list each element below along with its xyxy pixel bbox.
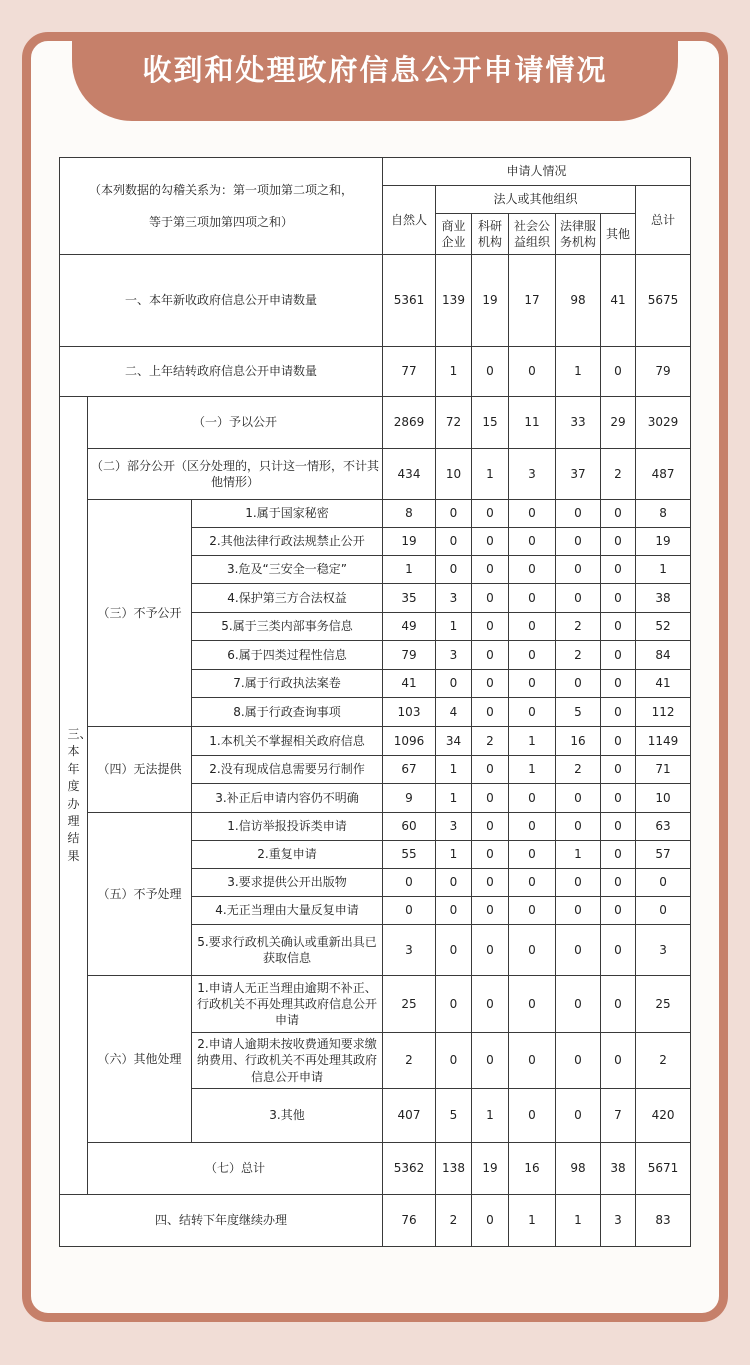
value-cell: 0 [556, 869, 601, 897]
group-label: （三）不予公开 [88, 500, 192, 727]
sub-item-label: 1.申请人无正当理由逾期不补正、行政机关不再处理其政府信息公开申请 [192, 976, 383, 1033]
table-row [60, 727, 691, 756]
header-legal-col: 法律服务机构 [556, 214, 601, 255]
row-label: （七）总计 [88, 1143, 383, 1195]
value-cell: 5362 [383, 1143, 436, 1195]
value-cell: 0 [472, 613, 509, 641]
header-legal-group: 法人或其他组织 [436, 186, 636, 214]
value-cell: 37 [556, 449, 601, 500]
header-legal-col: 社会公益组织 [509, 214, 556, 255]
value-cell: 0 [472, 976, 509, 1033]
value-cell: 0 [601, 976, 636, 1033]
value-cell: 0 [436, 670, 472, 698]
value-cell: 79 [383, 641, 436, 670]
page-title: 收到和处理政府信息公开申请情况 [142, 53, 608, 87]
value-cell: 19 [472, 255, 509, 347]
sub-item-label: 5.要求行政机关确认或重新出具已获取信息 [192, 925, 383, 976]
value-cell: 5 [556, 698, 601, 727]
value-cell: 3 [383, 925, 436, 976]
value-cell-total: 0 [636, 869, 691, 897]
value-cell: 1 [436, 613, 472, 641]
value-cell: 41 [383, 670, 436, 698]
value-cell-total: 71 [636, 756, 691, 784]
value-cell-total: 5671 [636, 1143, 691, 1195]
value-cell-total: 19 [636, 528, 691, 556]
value-cell: 0 [601, 897, 636, 925]
value-cell: 25 [383, 976, 436, 1033]
value-cell: 0 [436, 925, 472, 976]
value-cell: 55 [383, 841, 436, 869]
value-cell: 0 [383, 869, 436, 897]
value-cell: 0 [601, 869, 636, 897]
value-cell: 0 [509, 670, 556, 698]
value-cell-total: 25 [636, 976, 691, 1033]
row-label: 二、上年结转政府信息公开申请数量 [60, 347, 383, 397]
value-cell-total: 79 [636, 347, 691, 397]
value-cell: 11 [509, 397, 556, 449]
value-cell: 17 [509, 255, 556, 347]
value-cell: 67 [383, 756, 436, 784]
header-applicant: 申请人情况 [383, 158, 691, 186]
value-cell: 1 [436, 784, 472, 813]
value-cell-total: 10 [636, 784, 691, 813]
value-cell: 0 [556, 500, 601, 528]
value-cell: 0 [472, 698, 509, 727]
value-cell: 2869 [383, 397, 436, 449]
sub-item-label: 8.属于行政查询事项 [192, 698, 383, 727]
group-label: （五）不予处理 [88, 813, 192, 976]
value-cell: 0 [601, 813, 636, 841]
value-cell-total: 5675 [636, 255, 691, 347]
value-cell: 2 [601, 449, 636, 500]
value-cell-total: 1149 [636, 727, 691, 756]
value-cell: 1 [436, 756, 472, 784]
value-cell: 1 [472, 1089, 509, 1143]
value-cell-total: 420 [636, 1089, 691, 1143]
value-cell: 1 [436, 841, 472, 869]
table-row [60, 1143, 691, 1195]
value-cell: 0 [472, 584, 509, 613]
value-cell: 0 [601, 500, 636, 528]
value-cell: 0 [601, 841, 636, 869]
value-cell: 2 [472, 727, 509, 756]
value-cell: 0 [509, 1089, 556, 1143]
value-cell-total: 8 [636, 500, 691, 528]
table-row [60, 1195, 691, 1247]
value-cell: 0 [436, 556, 472, 584]
table-row [60, 397, 691, 449]
value-cell: 1 [383, 556, 436, 584]
value-cell: 0 [509, 784, 556, 813]
value-cell: 0 [509, 500, 556, 528]
header-total: 总计 [636, 186, 691, 255]
value-cell: 0 [601, 925, 636, 976]
header-legal-col: 其他 [601, 214, 636, 255]
value-cell: 0 [601, 727, 636, 756]
value-cell: 8 [383, 500, 436, 528]
sub-item-label: 3.补正后申请内容仍不明确 [192, 784, 383, 813]
value-cell: 0 [472, 784, 509, 813]
value-cell: 16 [509, 1143, 556, 1195]
value-cell: 38 [601, 1143, 636, 1195]
table-row [60, 347, 691, 397]
value-cell: 3 [509, 449, 556, 500]
value-cell: 0 [472, 528, 509, 556]
value-cell: 15 [472, 397, 509, 449]
value-cell: 0 [601, 556, 636, 584]
value-cell: 5361 [383, 255, 436, 347]
value-cell: 0 [472, 347, 509, 397]
value-cell: 3 [601, 1195, 636, 1247]
value-cell: 0 [556, 670, 601, 698]
row-label: （一）予以公开 [88, 397, 383, 449]
value-cell: 5 [436, 1089, 472, 1143]
value-cell: 1 [436, 347, 472, 397]
value-cell: 34 [436, 727, 472, 756]
value-cell-total: 52 [636, 613, 691, 641]
value-cell: 0 [556, 1033, 601, 1089]
value-cell: 7 [601, 1089, 636, 1143]
table-row [60, 255, 691, 347]
value-cell: 0 [509, 1033, 556, 1089]
sub-item-label: 2.没有现成信息需要另行制作 [192, 756, 383, 784]
table-row [60, 976, 691, 1033]
header-note: （本列数据的勾稽关系为：第一项加第二项之和， 等于第三项加第四项之和） [60, 158, 383, 255]
value-cell: 0 [436, 528, 472, 556]
value-cell: 103 [383, 698, 436, 727]
value-cell: 0 [556, 813, 601, 841]
value-cell-total: 487 [636, 449, 691, 500]
report-table [59, 157, 691, 1247]
value-cell: 0 [436, 976, 472, 1033]
value-cell-total: 38 [636, 584, 691, 613]
value-cell-total: 3 [636, 925, 691, 976]
value-cell: 0 [556, 556, 601, 584]
sub-item-label: 3.要求提供公开出版物 [192, 869, 383, 897]
value-cell: 1 [509, 727, 556, 756]
value-cell: 0 [472, 841, 509, 869]
value-cell: 0 [472, 869, 509, 897]
value-cell-total: 112 [636, 698, 691, 727]
value-cell: 0 [472, 925, 509, 976]
value-cell: 0 [472, 556, 509, 584]
value-cell: 0 [509, 528, 556, 556]
value-cell: 60 [383, 813, 436, 841]
sub-item-label: 7.属于行政执法案卷 [192, 670, 383, 698]
value-cell-total: 83 [636, 1195, 691, 1247]
value-cell: 0 [556, 897, 601, 925]
value-cell: 2 [556, 641, 601, 670]
value-cell: 0 [509, 869, 556, 897]
value-cell: 0 [472, 897, 509, 925]
value-cell: 77 [383, 347, 436, 397]
value-cell: 0 [601, 613, 636, 641]
sub-item-label: 2.其他法律行政法规禁止公开 [192, 528, 383, 556]
value-cell: 138 [436, 1143, 472, 1195]
sub-item-label: 1.属于国家秘密 [192, 500, 383, 528]
value-cell: 0 [556, 784, 601, 813]
value-cell: 1 [556, 347, 601, 397]
value-cell: 2 [556, 613, 601, 641]
value-cell: 19 [472, 1143, 509, 1195]
value-cell: 0 [601, 698, 636, 727]
sub-item-label: 1.信访举报投诉类申请 [192, 813, 383, 841]
value-cell: 1096 [383, 727, 436, 756]
header-legal-col: 商业企业 [436, 214, 472, 255]
value-cell: 139 [436, 255, 472, 347]
value-cell: 0 [509, 347, 556, 397]
value-cell: 3 [436, 584, 472, 613]
value-cell-total: 1 [636, 556, 691, 584]
value-cell: 0 [472, 641, 509, 670]
header-natural-person: 自然人 [383, 186, 436, 255]
value-cell: 1 [472, 449, 509, 500]
value-cell: 0 [436, 500, 472, 528]
value-cell: 0 [601, 756, 636, 784]
sub-item-label: 3.危及“三安全一稳定” [192, 556, 383, 584]
value-cell: 2 [436, 1195, 472, 1247]
value-cell: 0 [601, 784, 636, 813]
value-cell: 0 [509, 813, 556, 841]
value-cell: 0 [556, 925, 601, 976]
value-cell: 0 [601, 641, 636, 670]
value-cell: 2 [383, 1033, 436, 1089]
value-cell: 0 [509, 925, 556, 976]
value-cell-total: 2 [636, 1033, 691, 1089]
value-cell: 72 [436, 397, 472, 449]
value-cell: 0 [601, 1033, 636, 1089]
row-label: 一、本年新收政府信息公开申请数量 [60, 255, 383, 347]
value-cell: 0 [509, 641, 556, 670]
value-cell: 49 [383, 613, 436, 641]
value-cell: 1 [556, 1195, 601, 1247]
value-cell: 1 [509, 1195, 556, 1247]
value-cell: 0 [509, 841, 556, 869]
sub-item-label: 6.属于四类过程性信息 [192, 641, 383, 670]
value-cell: 0 [472, 670, 509, 698]
value-cell: 0 [601, 670, 636, 698]
value-cell: 3 [436, 641, 472, 670]
value-cell: 0 [509, 698, 556, 727]
table-row [60, 449, 691, 500]
value-cell: 76 [383, 1195, 436, 1247]
value-cell: 2 [556, 756, 601, 784]
value-cell: 0 [601, 528, 636, 556]
value-cell: 0 [509, 584, 556, 613]
value-cell: 0 [601, 347, 636, 397]
value-cell-total: 0 [636, 897, 691, 925]
value-cell: 407 [383, 1089, 436, 1143]
value-cell: 0 [472, 756, 509, 784]
value-cell: 29 [601, 397, 636, 449]
value-cell: 0 [556, 1089, 601, 1143]
value-cell: 0 [383, 897, 436, 925]
row-label: （二）部分公开（区分处理的，只计这一情形，不计其他情形） [88, 449, 383, 500]
value-cell: 1 [556, 841, 601, 869]
value-cell: 19 [383, 528, 436, 556]
value-cell: 0 [436, 897, 472, 925]
group-label: （四）无法提供 [88, 727, 192, 813]
header-legal-col: 科研机构 [472, 214, 509, 255]
value-cell: 0 [556, 528, 601, 556]
value-cell: 4 [436, 698, 472, 727]
sub-item-label: 4.无正当理由大量反复申请 [192, 897, 383, 925]
value-cell-total: 84 [636, 641, 691, 670]
value-cell: 33 [556, 397, 601, 449]
value-cell: 0 [472, 1195, 509, 1247]
value-cell: 1 [509, 756, 556, 784]
value-cell: 0 [509, 613, 556, 641]
sub-item-label: 2.申请人逾期未按收费通知要求缴纳费用、行政机关不再处理其政府信息公开申请 [192, 1033, 383, 1089]
value-cell: 41 [601, 255, 636, 347]
sub-item-label: 3.其他 [192, 1089, 383, 1143]
value-cell-total: 63 [636, 813, 691, 841]
value-cell: 3 [436, 813, 472, 841]
value-cell: 0 [509, 897, 556, 925]
value-cell: 98 [556, 255, 601, 347]
value-cell: 0 [472, 1033, 509, 1089]
sub-item-label: 2.重复申请 [192, 841, 383, 869]
value-cell: 0 [509, 556, 556, 584]
value-cell-total: 3029 [636, 397, 691, 449]
value-cell: 0 [601, 584, 636, 613]
group-label: （六）其他处理 [88, 976, 192, 1143]
section-three-text: 三、本年度办理结果 [67, 726, 92, 863]
sub-item-label: 4.保护第三方合法权益 [192, 584, 383, 613]
section-three-label [60, 397, 92, 1195]
value-cell: 9 [383, 784, 436, 813]
value-cell: 16 [556, 727, 601, 756]
sub-item-label: 1.本机关不掌握相关政府信息 [192, 727, 383, 756]
value-cell: 0 [472, 500, 509, 528]
table-row [60, 500, 691, 528]
row-label: 四、结转下年度继续办理 [60, 1195, 383, 1247]
table-row [60, 813, 691, 841]
value-cell: 0 [436, 869, 472, 897]
value-cell: 98 [556, 1143, 601, 1195]
value-cell: 0 [436, 1033, 472, 1089]
value-cell: 0 [556, 584, 601, 613]
value-cell: 35 [383, 584, 436, 613]
value-cell-total: 57 [636, 841, 691, 869]
value-cell: 0 [556, 976, 601, 1033]
value-cell: 10 [436, 449, 472, 500]
value-cell: 0 [472, 813, 509, 841]
value-cell: 0 [509, 976, 556, 1033]
value-cell: 434 [383, 449, 436, 500]
value-cell-total: 41 [636, 670, 691, 698]
sub-item-label: 5.属于三类内部事务信息 [192, 613, 383, 641]
